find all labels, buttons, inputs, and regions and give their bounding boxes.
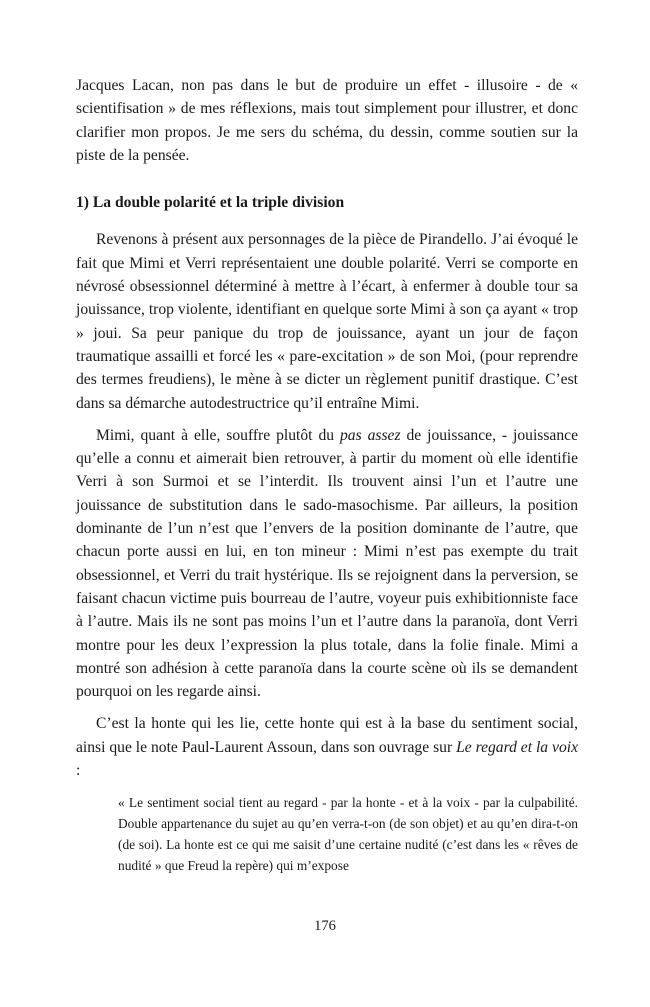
paragraph-honte-text-start: C’est la honte qui les lie, cette honte qui est à la base du sentiment social, ainsi que le note Paul-Laurent Assoun, dans son ouvrage sur	[76, 715, 578, 756]
block-quote	[118, 792, 578, 876]
paragraph-mimi-text-start: Mimi, quant à elle, souffre plutôt du	[96, 426, 340, 444]
book-title-italic: Le regard et la voix	[456, 738, 578, 756]
block-quote-text: « Le sentiment social tient au regard - par la honte - et à la voix - par la culpabilité. Double appartenance du sujet au qu’en verra-t-on (de son objet) et au qu’en dira-t-on (de soi). La honte est ce qui me saisit d’une certaine nudité (c’est dans les « rêves de nudité » que Freud la repère) qui m’expose	[118, 795, 578, 874]
paragraph-mimi-text-end: de jouissance, - jouissance qu’elle a connu et aimerait bien retrouver, à partir du moment où elle identifie Verri à son Surmoi et se l’interdit. Ils trouvent ainsi l’un et l’autre une jouissance de substitution dans le sado-masochisme. Par ailleurs, la position dominante de l’un n’est que l’envers de la position dominante de l’autre, que chacun porte aussi en lui, en ton mineur : Mimi n’est pas exempte du trait obsessionnel, et Verri du trait hystérique. Ils se rejoignent dans la perversion, se faisant chacun victime puis bourreau de l’autre, voyeur puis exhibitionniste face à l’autre. Mais ils ne sont pas moins l’un et l’autre dans la paranoïa, dont Verri montre pour les deux l’expression la plus totale, dans la folie finale. Mimi a montré son adhésion à cette paranoïa dans la courte scène où ils se demandent pourquoi on les regarde ainsi.	[76, 426, 578, 701]
paragraph-verri: Revenons à présent aux personnages de la pièce de Pirandello. J’ai évoqué le fait que Mimi et Verri représentaient une double polarité. Verri se comporte en névrosé obsessionnel déterminé à mettre à l’écart, à enfermer à double tour sa jouissance, trop violente, identifiant en quelque sorte Mimi à son ça ayant « trop » joui. Sa peur panique du trop de jouissance, ayant un jour de façon traumatique assailli et forcé les « pare-excitation » de son Moi, (pour reprendre des termes freudiens), le mène à se dicter un règlement punitif drastique. C’est dans sa démarche autodestructrice qu’il entraîne Mimi.	[76, 231, 578, 412]
section-heading: 1) La double polarité et la triple division	[76, 194, 345, 212]
intro-paragraph: Jacques Lacan, non pas dans le but de produire un effet - illusoire - de « scientifisation » de mes réflexions, mais tout simplement pour illustrer, et donc clarifier mon propos. Je me sers du schéma, du dessin, comme soutien sur la piste de la pensée.	[76, 77, 578, 164]
paragraph-mimi-italic: pas assez	[339, 426, 401, 444]
paragraph-honte	[76, 712, 578, 782]
paragraph-mimi	[76, 424, 578, 704]
page-body	[76, 74, 578, 876]
page-number: 176	[314, 918, 336, 934]
paragraph-honte-text-end: :	[76, 762, 81, 780]
